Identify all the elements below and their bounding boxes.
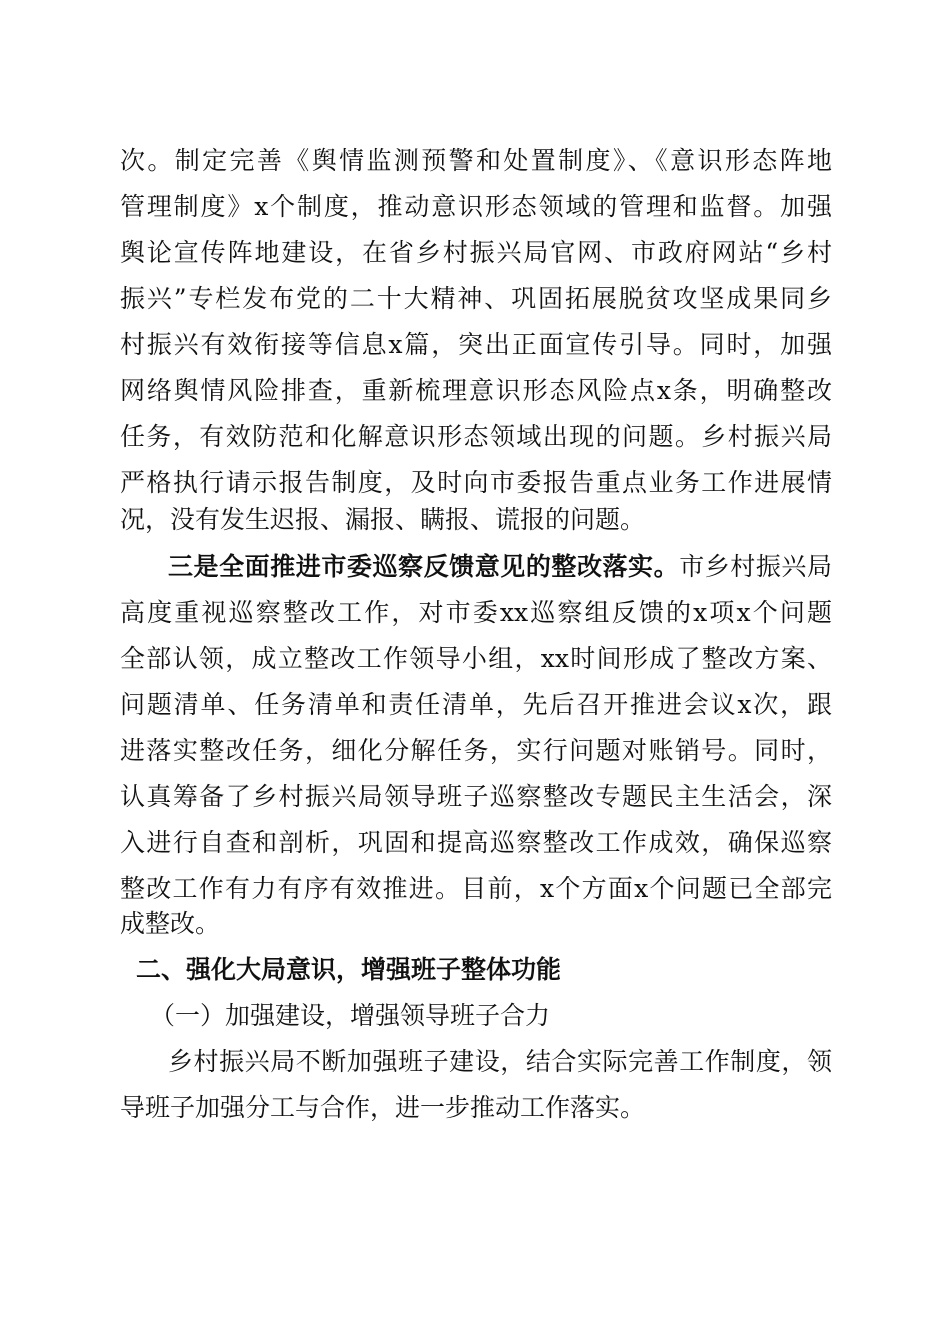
paragraph-2-lead: 三是全面推进市委巡察反馈意见的整改落实。: [168, 552, 680, 581]
paragraph-2-line-7: 入进行自查和剖析，巩固和提高巡察整改工作成效，确保巡察: [120, 828, 832, 857]
paragraph-3-line-2: 导班子加强分工与合作，进一步推动工作落实。: [120, 1093, 646, 1122]
paragraph-1-line-2: 管理制度》x个制度，推动意识形态领域的管理和监督。加强: [120, 192, 832, 221]
paragraph-1-line-9: 况，没有发生迟报、漏报、瞒报、谎报的问题。: [120, 505, 646, 534]
paragraph-2-line-1-rest: 市乡村振兴局: [679, 552, 832, 581]
paragraph-2-line-5: 进落实整改任务，细化分解任务，实行问题对账销号。同时，: [120, 736, 832, 765]
paragraph-1-line-1: 次。制定完善《舆情监测预警和处置制度》、《意识形态阵地: [120, 146, 832, 175]
paragraph-2-line-2: 高度重视巡察整改工作，对市委xx巡察组反馈的x项x个问题: [120, 598, 832, 627]
paragraph-1-line-4: 振兴”专栏发布党的二十大精神、巩固拓展脱贫攻坚成果同乡: [120, 284, 832, 313]
paragraph-1-line-5: 村振兴有效衔接等信息x篇，突出正面宣传引导。同时，加强: [120, 330, 832, 359]
paragraph-1-line-7: 任务，有效防范和化解意识形态领域出现的问题。乡村振兴局: [120, 422, 832, 451]
paragraph-2-line-1: [168, 547, 832, 587]
paragraph-2-line-4: 问题清单、任务清单和责任清单，先后召开推进会议x次，跟: [120, 690, 832, 719]
paragraph-2-line-6: 认真筹备了乡村振兴局领导班子巡察整改专题民主生活会，深: [120, 782, 832, 811]
paragraph-2-line-8: 整改工作有力有序有效推进。目前，x个方面x个问题已全部完: [120, 874, 832, 903]
paragraph-3-line-1: 乡村振兴局不断加强班子建设，结合实际完善工作制度，领: [168, 1047, 832, 1076]
section-heading: 二、强化大局意识，增强班子整体功能: [136, 955, 562, 984]
paragraph-1-line-6: 网络舆情风险排查，重新梳理意识形态风险点x条，明确整改: [120, 376, 832, 405]
paragraph-1-line-3: 舆论宣传阵地建设，在省乡村振兴局官网、市政府网站“乡村: [120, 238, 832, 267]
subsection-heading: （一）加强建设，增强领导班子合力: [150, 1001, 551, 1030]
paragraph-1-line-8: 严格执行请示报告制度，及时向市委报告重点业务工作进展情: [120, 468, 832, 497]
paragraph-2-line-3: 全部认领，成立整改工作领导小组，xx时间形成了整改方案、: [120, 644, 832, 673]
paragraph-2-line-9: 成整改。: [120, 909, 221, 938]
